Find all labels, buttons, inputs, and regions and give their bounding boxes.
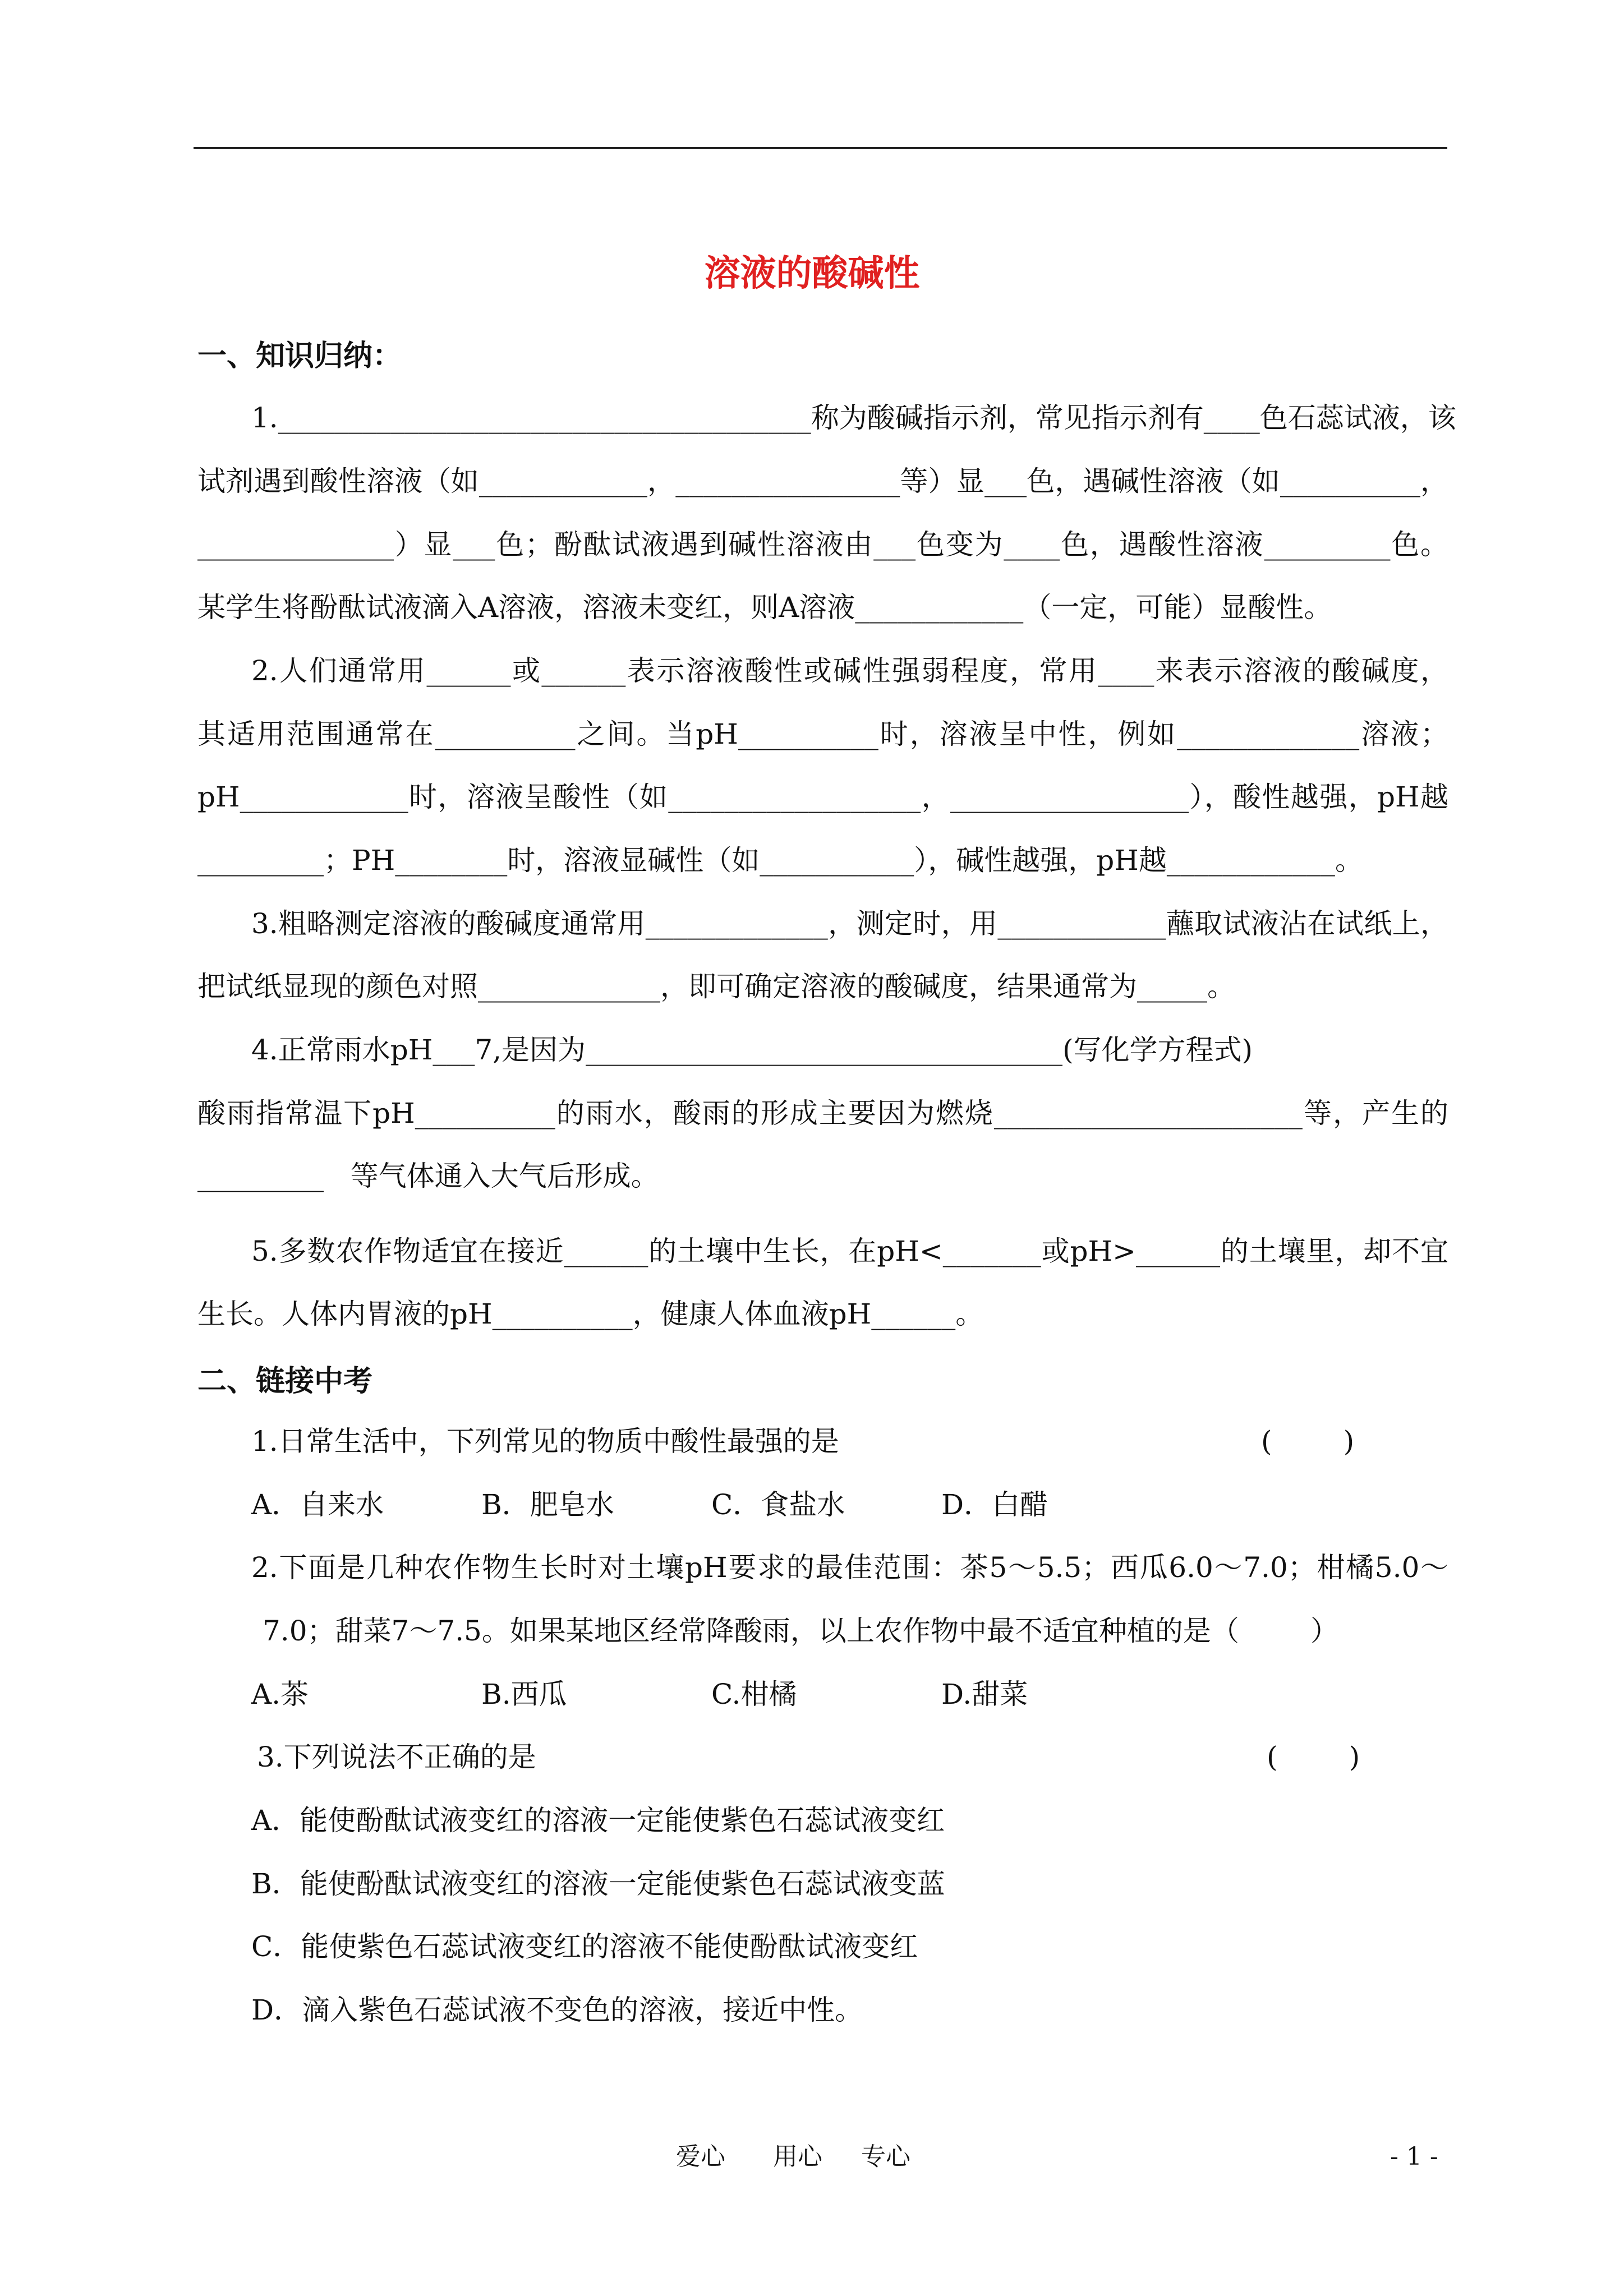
knowledge-line-7: pH____________时，溶液呈酸性（如__________________，_________________），酸性越强，pH越 [197,781,1448,813]
q3-answer-paren: ( ) [1267,1741,1360,1773]
header-rule [194,147,1447,149]
q1-option-c: C．食盐水 [711,1488,845,1521]
knowledge-line-4: 某学生将酚酞试液滴入A溶液，溶液未变红，则A溶液____________（一定，可能）显酸性。 [197,591,1332,624]
knowledge-line-13: _________ 等气体通入大气后形成。 [197,1160,659,1192]
knowledge-line-9: 3.粗略测定溶液的酸碱度通常用_____________，测定时，用____________蘸取试液沾在试纸上， [251,907,1448,940]
knowledge-line-10: 把试纸显现的颜色对照_____________，即可确定溶液的酸碱度，结果通常为_____。 [197,970,1235,1003]
page-title: 溶液的酸碱性 [704,252,920,294]
q2-stem-line-2: 7.0；甜菜7～7.5。如果某地区经常降酸雨，以上农作物中最不适宜种植的是（ ） [263,1615,1338,1647]
knowledge-line-15: 生长。人体内胃液的pH__________，健康人体血液pH______。 [197,1298,984,1330]
q2-stem-line-1: 2.下面是几种农作物生长时对土壤pH要求的最佳范围：茶5～5.5；西瓜6.0～7.0；柑橘5.0～ [251,1551,1448,1584]
knowledge-line-1: 1.______________________________________称为酸碱指示剂，常见指示剂有____色石蕊试液，该 [251,402,1456,434]
knowledge-line-6: 其适用范围通常在__________之间。当pH__________时，溶液呈中性，例如_____________溶液； [197,718,1448,750]
knowledge-line-8: _________；PH________时，溶液显碱性（如___________），碱性越强，pH越____________。 [197,844,1363,877]
q2-option-d: D.甜菜 [941,1678,1028,1711]
q1-option-a: A．自来水 [251,1488,384,1521]
knowledge-line-12: 酸雨指常温下pH__________的雨水，酸雨的形成主要因为燃烧______________________等，产生的 [197,1097,1448,1129]
knowledge-line-11: 4.正常雨水pH___7,是因为__________________________________(写化学方程式) [251,1034,1253,1066]
knowledge-line-2: 试剂遇到酸性溶液（如____________，________________等）显___色，遇碱性溶液（如__________， [197,465,1448,497]
page-number: - 1 - [1390,2142,1438,2171]
q2-option-c: C.柑橘 [711,1678,797,1711]
q3-option-b: B．能使酚酞试液变红的溶液一定能使紫色石蕊试液变蓝 [251,1868,945,1900]
q1-stem: 1.日常生活中，下列常见的物质中酸性最强的是 [251,1425,839,1458]
footer-word-1: 爱心 [676,2142,725,2171]
knowledge-line-3: ______________）显___色；酚酞试液遇到碱性溶液由___色变为____色，遇酸性溶液_________色。 [197,528,1448,561]
q1-answer-paren: ( ) [1261,1425,1355,1458]
q1-option-b: B．肥皂水 [481,1488,614,1521]
knowledge-line-14: 5.多数农作物适宜在接近______的土壤中生长，在pH<_______或pH>______的土壤里，却不宜 [251,1235,1448,1267]
section-heading-knowledge: 一、知识归纳： [197,339,402,373]
q1-option-d: D．白醋 [941,1488,1048,1521]
footer-word-3: 专心 [861,2142,910,2171]
q3-stem: 3.下列说法不正确的是 [257,1741,536,1773]
section-heading-exam: 二、链接中考 [197,1364,373,1398]
q2-option-b: B.西瓜 [481,1678,567,1711]
q3-option-a: A．能使酚酞试液变红的溶液一定能使紫色石蕊试液变红 [251,1804,945,1837]
q2-option-a: A.茶 [251,1678,309,1711]
q3-option-d: D．滴入紫色石蕊试液不变色的溶液，接近中性。 [251,1994,863,2026]
q3-option-c: C．能使紫色石蕊试液变红的溶液不能使酚酞试液变红 [251,1930,918,1963]
knowledge-line-5: 2.人们通常用______或______表示溶液酸性或碱性强弱程度，常用____来表示溶液的酸碱度， [251,654,1448,687]
footer-word-2: 用心 [773,2142,822,2171]
